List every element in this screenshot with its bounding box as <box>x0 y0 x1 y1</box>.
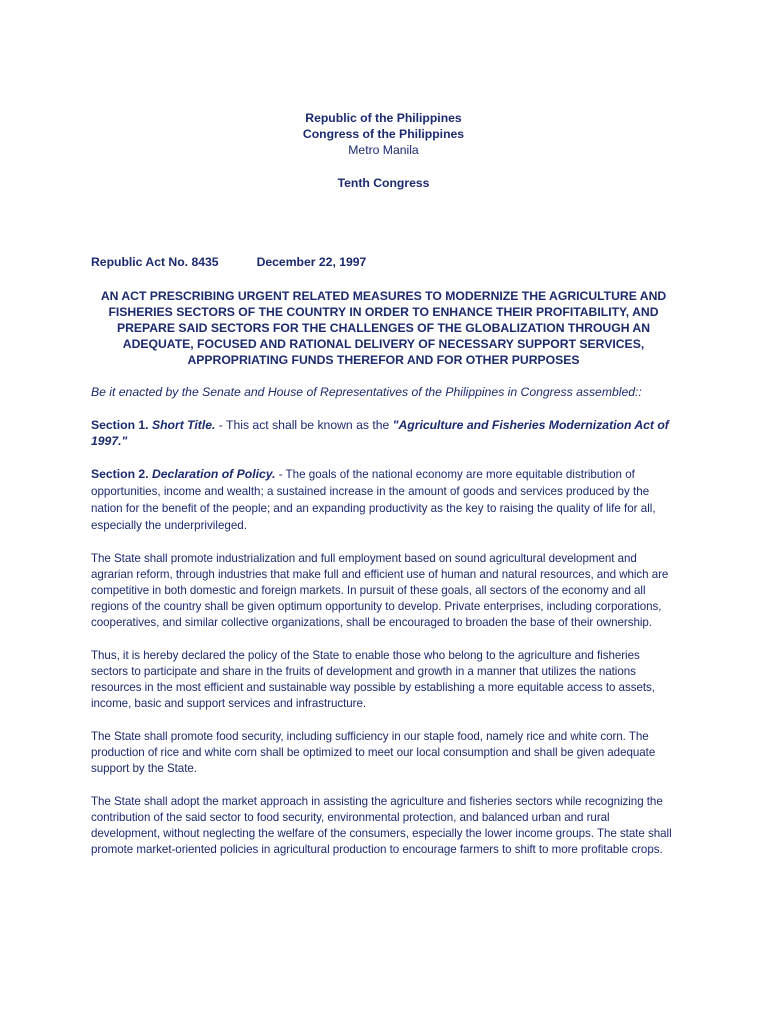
act-number-line <box>91 254 676 270</box>
section-1 <box>91 417 676 449</box>
section-2 <box>91 466 676 534</box>
location: Metro Manila <box>348 143 419 157</box>
enacting-clause: Be it enacted by the Senate and House of Representatives of the Philippines in Congress assembled:: <box>91 385 642 399</box>
document-page <box>91 110 676 858</box>
section-2-text: - The goals of the national economy are more equitable distribution of opportunities, income and wealth; a sustained increase in the amount of goods and services produced by the nation for the benefit of the people; and an expanding productivity as the key to raising the quality of life for all, especially the underprivileged. <box>91 468 656 532</box>
policy-paragraph: Thus, it is hereby declared the policy of the State to enable those who belong to the agriculture and fisheries sectors to participate and share in the fruits of development and growth in a manner that utilizes the nations resources in the most efficient and sustainable way possible by establishing a more equitable access to assets, income, basic and support services and infrastructure. <box>91 649 655 710</box>
section-2-title: Declaration of Policy. <box>151 467 276 481</box>
act-title: AN ACT PRESCRIBING URGENT RELATED MEASURES TO MODERNIZE THE AGRICULTURE AND FISHERIES SECTORS OF THE COUNTRY IN ORDER TO ENHANCE THEIR PROFITABILITY, AND PREPARE SAID SECTORS FOR THE CHALLENGES OF THE GLOBALIZATION THROUGH AN ADEQUATE, FOCUSED AND RATIONAL DELIVERY OF NECESSARY SUPPORT SERVICES, APPROPRIATING FUNDS THEREFOR AND FOR OTHER PURPOSES <box>100 289 667 367</box>
congress-session: Tenth Congress <box>337 176 430 190</box>
section-1-quote: "Agriculture and Fisheries Modernization Act of 1997." <box>91 418 669 448</box>
policy-paragraph: The State shall adopt the market approach in assisting the agriculture and fisheries sectors while recognizing the contribution of the said sector to food security, environmental protection, and balanced urban and rural development, without neglecting the welfare of the consumers, especially the lower income groups. The state shall promote market-oriented policies in agricultural production to encourage farmers to shift to more profitable crops. <box>91 795 672 856</box>
policy-paragraph: The State shall promote industrialization and full employment based on sound agricultural development and agrarian reform, through industries that make full and efficient use of human and natural resources, and which are competitive in both domestic and foreign markets. In pursuit of these goals, all sectors of the economy and all regions of the country shall be given optimum opportunity to develop. Private enterprises, including corporations, cooperatives, and similar collective organizations, shall be encouraged to broaden the base of their ownership. <box>91 552 669 629</box>
congress-name: Congress of the Philippines <box>302 127 465 141</box>
act-number: Republic Act No. 8435 <box>91 255 219 269</box>
policy-paragraph: The State shall promote food security, including sufficiency in our staple food, namely rice and white corn. The production of rice and white corn shall be optimized to meet our local consumption and shall be given adequate support by the State. <box>91 730 656 775</box>
document-header <box>91 110 676 191</box>
country-name: Republic of the Philippines <box>305 111 462 125</box>
section-2-label: Section 2. <box>91 467 149 481</box>
act-date: December 22, 1997 <box>256 255 367 269</box>
section-1-text: - This act shall be known as the <box>215 418 393 432</box>
section-1-label: Section 1. <box>91 418 149 432</box>
section-1-title: Short Title. <box>151 418 216 432</box>
